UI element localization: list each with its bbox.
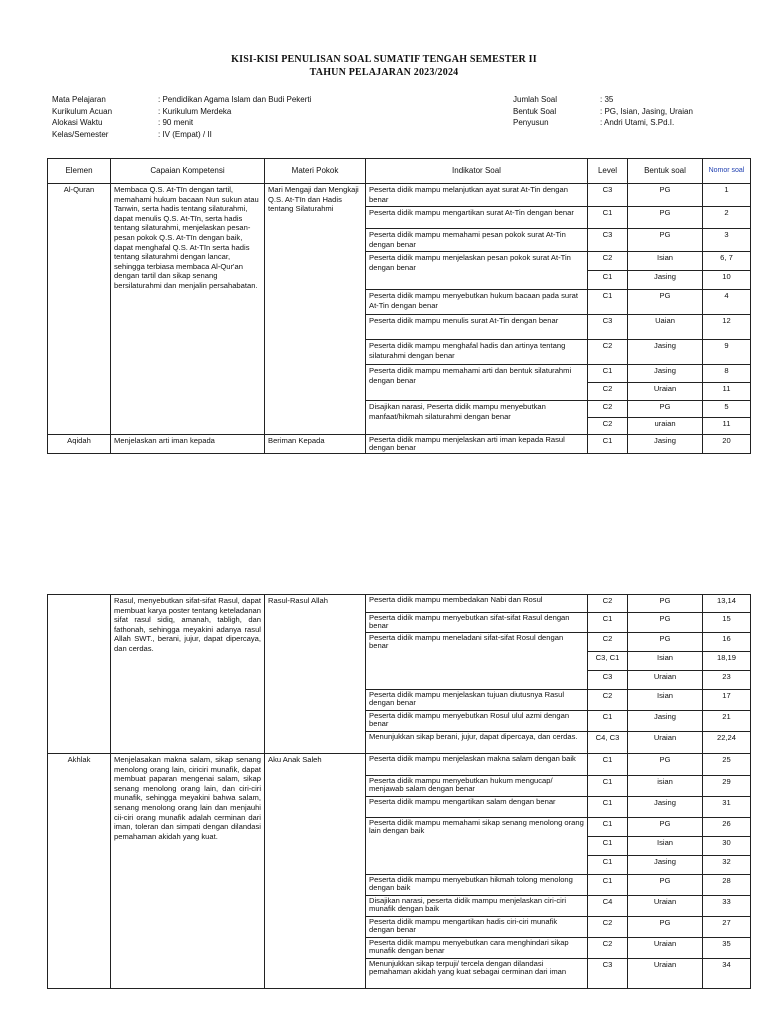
col-header-indikator: Indikator Soal — [366, 159, 588, 184]
bentuk-cell: Jasing — [628, 797, 703, 818]
bentuk-cell: Isian — [628, 837, 703, 856]
col-header-capaian: Capaian Kompetensi — [111, 159, 265, 184]
bentuk-cell: PG — [628, 613, 703, 633]
level-cell: C2 — [588, 938, 628, 959]
bentuk-cell: isian — [628, 776, 703, 797]
level-cell: C1 — [588, 290, 628, 315]
kisi-kisi-table-page1 — [47, 158, 751, 454]
level-cell: C3 — [588, 315, 628, 340]
info-row — [52, 94, 311, 106]
info-value: : 35 — [600, 95, 614, 104]
indikator-cell: Peserta didik mampu membedakan Nabi dan Rosul — [366, 595, 588, 613]
col-header-elemen: Elemen — [48, 159, 111, 184]
level-cell: C1 — [588, 613, 628, 633]
col-header-materi: Materi Pokok — [265, 159, 366, 184]
level-cell: C2 — [588, 418, 628, 435]
kisi-kisi-table-page2 — [47, 594, 751, 989]
elemen-cell: Akhlak — [48, 754, 111, 989]
bentuk-cell: PG — [628, 818, 703, 837]
bentuk-cell: Jasing — [628, 365, 703, 383]
nomor-cell: 2 — [703, 207, 751, 229]
info-row — [513, 94, 693, 106]
materi-cell: Mari Mengaji dan Mengkaji Q.S. At-Tīn dan Hadis tentang Silaturahmi — [265, 184, 366, 435]
nomor-cell: 15 — [703, 613, 751, 633]
indikator-cell: Peserta didik mampu menyebutkan sifat-sifat Rasul dengan benar — [366, 613, 588, 633]
nomor-cell: 35 — [703, 938, 751, 959]
level-cell: C1 — [588, 711, 628, 732]
nomor-cell: 34 — [703, 959, 751, 989]
table-header-row — [48, 159, 751, 184]
bentuk-cell: PG — [628, 184, 703, 207]
capaian-cell: Menjelasakan makna salam, sikap senang menolong orang lain, ciriciri munafik, dapat membuat paparan mengenai salam, sikap senang menolong orang lain, dan ciri-ciri munafik, sehingga meyakini bahwa salam, senang menolong orang lain dan menjauhi cii-ciri orang munafik adalah cerminan dari iman, toleran dan simpati dengan dilandasi pemahaman akidah yang kuat. — [111, 754, 265, 989]
level-cell: C1 — [588, 776, 628, 797]
level-cell: C2 — [588, 633, 628, 652]
indikator-cell: Peserta didik mampu menulis surat At-Tin dengan benar — [366, 315, 588, 340]
indikator-cell: Peserta didik mampu menjelaskan pesan pokok surat At-Tin dengan benar — [366, 252, 588, 290]
elemen-cell: Aqidah — [48, 435, 111, 454]
materi-cell: Aku Anak Saleh — [265, 754, 366, 989]
level-cell: C1 — [588, 754, 628, 776]
bentuk-cell: PG — [628, 401, 703, 418]
bentuk-cell: Jasing — [628, 340, 703, 365]
bentuk-cell: uraian — [628, 418, 703, 435]
nomor-cell: 1 — [703, 184, 751, 207]
indikator-cell: Peserta didik mampu memahami sikap senang menolong orang lain dengan baik — [366, 818, 588, 875]
table-row — [48, 754, 751, 776]
nomor-cell: 21 — [703, 711, 751, 732]
level-cell: C2 — [588, 917, 628, 938]
indikator-cell: Menunjukkan sikap berani, jujur, dapat dipercaya, dan cerdas. — [366, 732, 588, 754]
document-title: KISI-KISI PENULISAN SOAL SUMATIF TENGAH SEMESTER II — [231, 54, 537, 65]
indikator-cell: Peserta didik mampu mengartikan surat At-Tin dengan benar — [366, 207, 588, 229]
indikator-cell: Peserta didik mampu menyebutkan hukum bacaan pada surat At-Tin dengan benar — [366, 290, 588, 315]
materi-cell: Beriman Kepada — [265, 435, 366, 454]
info-row — [52, 129, 311, 141]
indikator-cell: Peserta didik mampu menjelaskan arti iman kepada Rasul dengan benar — [366, 435, 588, 454]
level-cell: C4, C3 — [588, 732, 628, 754]
indikator-cell: Disajikan narasi, peserta didik mampu menjelaskan ciri-ciri munafik dengan baik — [366, 896, 588, 917]
info-label: Penyusun — [513, 118, 549, 127]
level-cell: C1 — [588, 365, 628, 383]
nomor-cell: 25 — [703, 754, 751, 776]
nomor-cell: 28 — [703, 875, 751, 896]
nomor-cell: 17 — [703, 690, 751, 711]
bentuk-cell: PG — [628, 595, 703, 613]
bentuk-cell: Isian — [628, 252, 703, 271]
level-cell: C3 — [588, 184, 628, 207]
info-label: Jumlah Soal — [513, 95, 558, 104]
document-subtitle: TAHUN PELAJARAN 2023/2024 — [309, 67, 459, 78]
bentuk-cell: Uraian — [628, 896, 703, 917]
info-label: Kelas/Semester — [52, 129, 109, 139]
indikator-cell: Peserta didik mampu meneladani sifat-sifat Rosul dengan benar — [366, 633, 588, 690]
nomor-cell: 18,19 — [703, 652, 751, 671]
info-label: Alokasi Waktu — [52, 118, 103, 127]
bentuk-cell: Uraian — [628, 959, 703, 989]
indikator-cell: Peserta didik mampu menyebutkan hikmah tolong menolong dengan baik — [366, 875, 588, 896]
indikator-cell: Menunjukkan sikap terpuji/ tercela dengan dilandasi pemahaman akidah yang kuat sebagai cerminan dari iman — [366, 959, 588, 989]
level-cell: C1 — [588, 837, 628, 856]
elemen-cell — [48, 595, 111, 754]
nomor-cell: 20 — [703, 435, 751, 454]
info-value: : Andri Utami, S.Pd.I. — [600, 118, 675, 127]
info-label: Bentuk Soal — [513, 106, 557, 116]
nomor-cell: 9 — [703, 340, 751, 365]
level-cell: C1 — [588, 271, 628, 290]
indikator-cell: Peserta didik mampu memahami pesan pokok surat At-Tin dengan benar — [366, 229, 588, 252]
level-cell: C3 — [588, 959, 628, 989]
bentuk-cell: PG — [628, 633, 703, 652]
table-row — [48, 595, 751, 613]
level-cell: C2 — [588, 690, 628, 711]
level-cell: C2 — [588, 383, 628, 401]
nomor-cell: 23 — [703, 671, 751, 690]
nomor-cell: 26 — [703, 818, 751, 837]
info-left — [52, 94, 311, 140]
bentuk-cell: PG — [628, 207, 703, 229]
indikator-cell: Peserta didik mampu menyebutkan cara menghindari sikap munafik dengan benar — [366, 938, 588, 959]
nomor-cell: 29 — [703, 776, 751, 797]
nomor-cell: 4 — [703, 290, 751, 315]
level-cell: C1 — [588, 435, 628, 454]
indikator-cell: Peserta didik mampu menjelaskan makna salam dengan baik — [366, 754, 588, 776]
nomor-cell: 10 — [703, 271, 751, 290]
table-row — [48, 435, 751, 454]
nomor-cell: 12 — [703, 315, 751, 340]
nomor-cell: 31 — [703, 797, 751, 818]
col-header-level: Level — [588, 159, 628, 184]
nomor-cell: 16 — [703, 633, 751, 652]
indikator-cell: Peserta didik mampu menghafal hadis dan artinya tentang silaturahmi dengan benar — [366, 340, 588, 365]
table-row — [48, 184, 751, 207]
bentuk-cell: Jasing — [628, 435, 703, 454]
bentuk-cell: PG — [628, 754, 703, 776]
bentuk-cell: Isian — [628, 690, 703, 711]
indikator-cell: Peserta didik mampu menyebutkan Rosul ulul azmi dengan benar — [366, 711, 588, 732]
nomor-cell: 11 — [703, 418, 751, 435]
bentuk-cell: Uraian — [628, 383, 703, 401]
bentuk-cell: Jasing — [628, 856, 703, 875]
bentuk-cell: Jasing — [628, 271, 703, 290]
bentuk-cell: PG — [628, 875, 703, 896]
col-header-bentuk: Bentuk soal — [628, 159, 703, 184]
nomor-cell: 8 — [703, 365, 751, 383]
level-cell: C2 — [588, 252, 628, 271]
info-row — [513, 106, 693, 118]
info-label: Kurikulum Acuan — [52, 106, 113, 116]
bentuk-cell: PG — [628, 290, 703, 315]
indikator-cell: Peserta didik mampu menjelaskan tujuan diutusnya Rasul dengan benar — [366, 690, 588, 711]
info-value: : Pendidikan Agama Islam dan Budi Pekerti — [158, 95, 312, 104]
nomor-cell: 11 — [703, 383, 751, 401]
capaian-cell: Membaca Q.S. At-Tīn dengan tartil, memahami hukum bacaan Nun sukun atau Tanwin, serta hadis tentang silaturahmi, dapat menulis Q.S. At-Tīn, serta hadis tentang silaturahmi, menjelaskan pesan-pesan pokok Q.S. At-Tīn dengan baik, dapat menghafal Q.S. At-Tīn serta hadis tentang silaturahmi dengan lancar, sehingga terbiasa membaca Al-Qur'an dengan tartil dan sikap senang bersilaturahmi dan menjalin persahabatan. — [111, 184, 265, 435]
indikator-cell: Peserta didik mampu menyebutkan hukum mengucap/ menjawab salam dengan benar — [366, 776, 588, 797]
info-right — [513, 94, 693, 129]
elemen-cell: Al-Quran — [48, 184, 111, 435]
info-value: : PG, Isian, Jasing, Uraian — [600, 106, 693, 116]
bentuk-cell: Uraian — [628, 671, 703, 690]
info-value: : 90 menit — [158, 118, 194, 127]
level-cell: C1 — [588, 207, 628, 229]
nomor-cell: 32 — [703, 856, 751, 875]
bentuk-cell: Uaian — [628, 315, 703, 340]
level-cell: C1 — [588, 818, 628, 837]
nomor-cell: 13,14 — [703, 595, 751, 613]
info-value: : IV (Empat) / II — [158, 129, 212, 139]
level-cell: C1 — [588, 875, 628, 896]
nomor-cell: 3 — [703, 229, 751, 252]
nomor-cell: 33 — [703, 896, 751, 917]
indikator-cell: Disajikan narasi, Peserta didik mampu menyebutkan manfaat/hikmah silaturahmi dengan benar — [366, 401, 588, 435]
nomor-cell: 22,24 — [703, 732, 751, 754]
col-header-nomor: Nomor soal — [703, 159, 751, 184]
level-cell: C3, C1 — [588, 652, 628, 671]
bentuk-cell: Uraian — [628, 938, 703, 959]
level-cell: C4 — [588, 896, 628, 917]
nomor-cell: 6, 7 — [703, 252, 751, 271]
info-label: Mata Pelajaran — [52, 95, 106, 104]
indikator-cell: Peserta didik mampu mengartikan hadis ciri-ciri munafik dengan benar — [366, 917, 588, 938]
level-cell: C2 — [588, 340, 628, 365]
nomor-cell: 5 — [703, 401, 751, 418]
info-row — [52, 117, 311, 129]
capaian-cell: Menjelaskan arti iman kepada — [111, 435, 265, 454]
info-row — [513, 117, 693, 129]
indikator-cell: Peserta didik mampu memahami arti dan bentuk silaturahmi dengan benar — [366, 365, 588, 401]
nomor-cell: 30 — [703, 837, 751, 856]
indikator-cell: Peserta didik mampu melanjutkan ayat surat At-Tin dengan benar — [366, 184, 588, 207]
level-cell: C3 — [588, 671, 628, 690]
bentuk-cell: Isian — [628, 652, 703, 671]
level-cell: C2 — [588, 595, 628, 613]
level-cell: C1 — [588, 856, 628, 875]
info-value: : Kurikulum Merdeka — [158, 106, 232, 116]
bentuk-cell: PG — [628, 229, 703, 252]
level-cell: C2 — [588, 401, 628, 418]
indikator-cell: Peserta didik mampu mengartikan salam dengan benar — [366, 797, 588, 818]
materi-cell: Rasul-Rasul Allah — [265, 595, 366, 754]
level-cell: C1 — [588, 797, 628, 818]
bentuk-cell: PG — [628, 917, 703, 938]
bentuk-cell: Uraian — [628, 732, 703, 754]
bentuk-cell: Jasing — [628, 711, 703, 732]
nomor-cell: 27 — [703, 917, 751, 938]
capaian-cell: Rasul, menyebutkan sifat-sifat Rasul, dapat membuat karya poster tentang keteladanan sifat rasul sidiq, amanah, tabligh, dan fathonah, sehingga meyakini adanya rasul Allah SWT., berani, jujur, dapat dipercaya, dan cerdas. — [111, 595, 265, 754]
info-row — [52, 106, 311, 118]
level-cell: C3 — [588, 229, 628, 252]
